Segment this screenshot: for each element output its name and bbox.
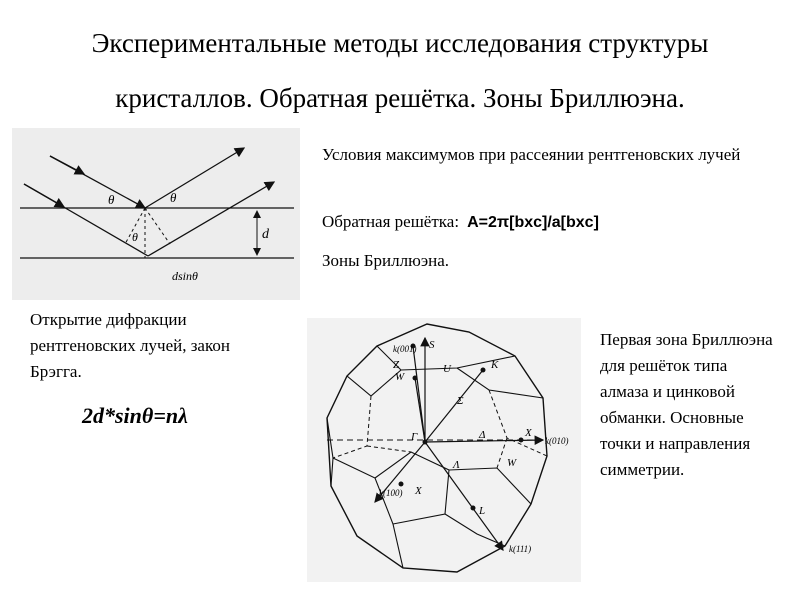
dsin-label: dsinθ (172, 269, 198, 283)
k001-label: k(001) (393, 344, 417, 354)
slide-title-line-1: Экспериментальные методы исследования структуры (91, 28, 709, 58)
lambda-label: Λ (453, 459, 460, 471)
k-point-label: K (491, 359, 499, 371)
theta-label-3: θ (132, 230, 138, 244)
sigma-label: Σ (457, 395, 464, 407)
bragg-law-formula: 2d*sinθ=nλ (82, 403, 188, 428)
brillouin-zones-text: Зоны Бриллюэна. (322, 251, 450, 270)
bragg-diagram (12, 128, 300, 300)
w-point-label-1: W (395, 371, 405, 383)
theta-label-2: θ (170, 190, 177, 205)
slide-title-line-2: кристаллов. Обратная решётка. Зоны Бриллюэна. (115, 83, 685, 113)
theta-label-1: θ (108, 192, 115, 207)
brillouin-caption: Первая зона Бриллюэна для решёток типа алмаза и цинковой обманки. Основные точки и направления симметрии. (600, 330, 773, 479)
x-point-label-2: X (415, 485, 422, 497)
x-point-label-1: X (525, 427, 532, 439)
k010-label: k(010) (545, 436, 569, 446)
u-point-label: U (443, 363, 451, 375)
gamma-label: Γ (411, 431, 418, 443)
z-point-label: Z (393, 359, 400, 371)
l-point-label: L (479, 505, 486, 517)
s-point-label: S (429, 339, 435, 351)
reciprocal-label: Обратная решётка: (322, 212, 460, 231)
k111-label: k(111) (509, 544, 532, 554)
k100-label: k(100) (379, 488, 403, 498)
max-conditions-text: Условия максимумов при рассеянии рентгеновских лучей (322, 145, 741, 164)
reciprocal-formula: A=2π[bxc]/a[bxc] (467, 214, 599, 231)
w-point-label-2: W (507, 457, 517, 469)
bragg-caption: Открытие дифракции рентгеновских лучей, закон Брэгга. (30, 310, 230, 381)
reciprocal-lattice-line (322, 210, 782, 235)
d-label: d (262, 227, 269, 242)
delta-label: Δ (479, 429, 486, 441)
brillouin-zone-diagram (307, 318, 581, 582)
